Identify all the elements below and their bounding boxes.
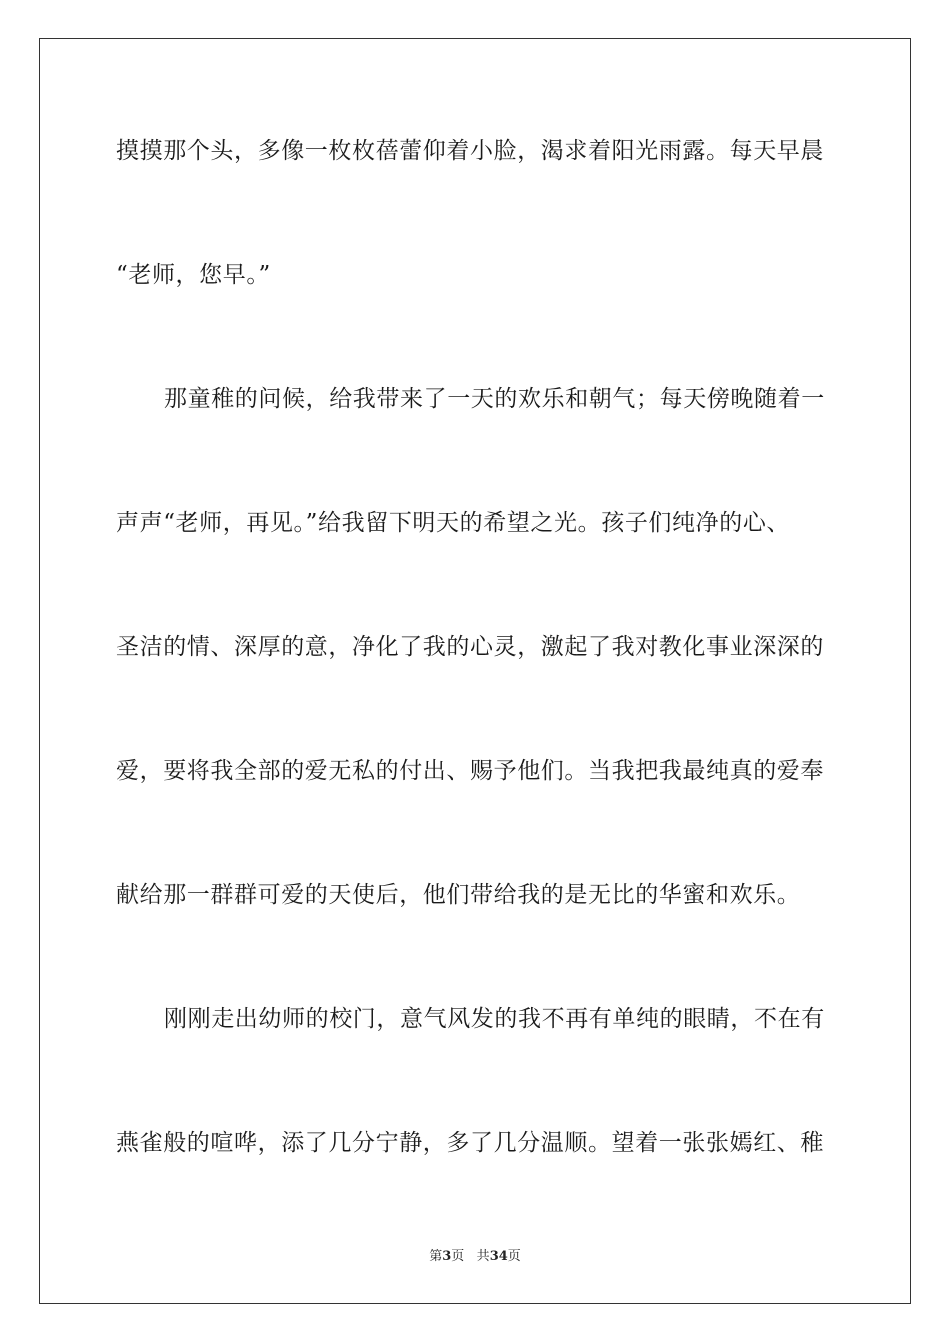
text-line-4: 声声“老师，再见。”给我留下明天的希望之光。孩子们纯净的心、 (116, 510, 791, 536)
text-line-9: 燕雀般的喧哗，添了几分宁静，多了几分温顺。望着一张张嫣红、稚 (116, 1130, 824, 1156)
text-line-2: “老师，您早。” (116, 262, 271, 288)
page-prefix: 第 (429, 1249, 443, 1264)
text-line-7: 献给那一群群可爱的天使后，他们带给我的是无比的华蜜和欢乐。 (116, 882, 801, 908)
page-footer (0, 1248, 950, 1266)
total-suffix: 页 (507, 1249, 521, 1264)
text-line-1: 摸摸那个头，多像一枚枚蓓蕾仰着小脸，渴求着阳光雨露。每天早晨 (116, 138, 824, 164)
total-prefix: 共 (476, 1249, 490, 1264)
page-number: 3 (442, 1249, 452, 1264)
text-line-6: 爱，要将我全部的爱无私的付出、赐予他们。当我把我最纯真的爱奉 (116, 758, 824, 784)
total-pages: 34 (489, 1249, 508, 1264)
text-line-5: 圣洁的情、深厚的意，净化了我的心灵，激起了我对教化事业深深的 (116, 634, 824, 660)
page-border (39, 38, 911, 1304)
text-line-3: 那童稚的问候，给我带来了一天的欢乐和朝气；每天傍晚随着一 (164, 386, 825, 412)
page-suffix: 页 (451, 1249, 465, 1264)
text-line-8: 刚刚走出幼师的校门，意气风发的我不再有单纯的眼睛，不在有 (164, 1006, 825, 1032)
